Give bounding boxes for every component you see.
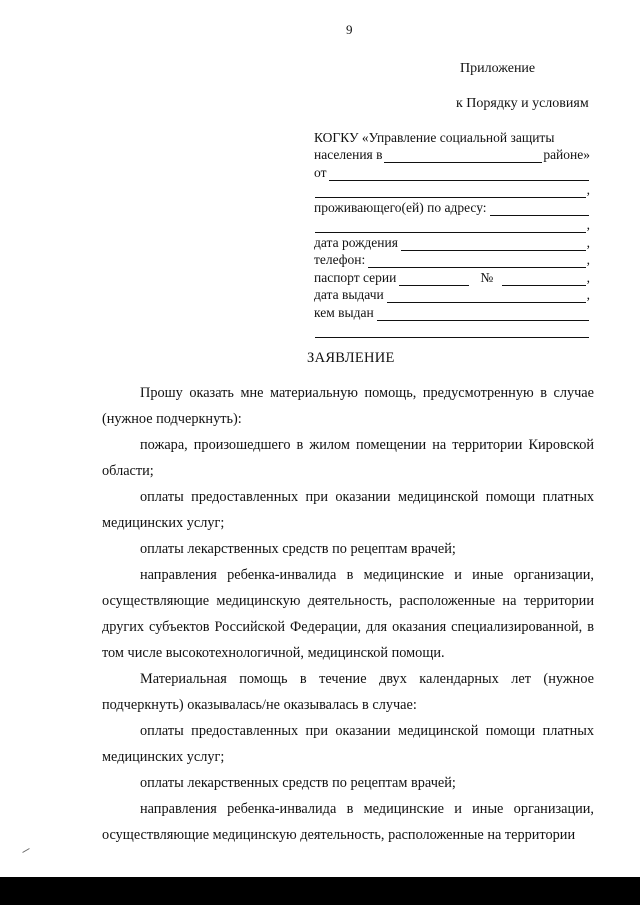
- address-field[interactable]: [490, 203, 589, 216]
- application-body: [102, 380, 594, 848]
- birth-row: [314, 233, 590, 251]
- address-field-2[interactable]: [315, 220, 586, 233]
- from-row-2: [314, 181, 590, 199]
- appendix-reference: к Порядку и условиям: [456, 96, 589, 111]
- paragraph: пожара, произошедшего в жилом помещении на территории Кировской области;: [102, 437, 594, 479]
- paragraph: Материальная помощь в течение двух календарных лет (нужное подчеркнуть) оказывалась/не оказывалась в случае:: [102, 671, 594, 713]
- address-row-2: [314, 216, 590, 234]
- addressee-line-2: [314, 146, 590, 164]
- paragraph: оплаты лекарственных средств по рецептам врачей;: [140, 775, 456, 791]
- addressee-prefix: населения в: [314, 147, 383, 162]
- document-title: ЗАЯВЛЕНИЕ: [307, 350, 395, 366]
- issued-by-row: [314, 303, 590, 321]
- addressee-org: КОГКУ «Управление социальной защиты: [314, 129, 555, 145]
- paragraph: направления ребенка-инвалида в медицинские и иные организации, осуществляющие медицинскую деятельность, расположенные на территории: [102, 801, 594, 843]
- comma: ,: [586, 234, 590, 250]
- issued-by-field[interactable]: [377, 308, 589, 321]
- birth-label: дата рождения: [314, 234, 398, 250]
- applicant-form: [314, 128, 590, 338]
- from-name-field-2[interactable]: [315, 185, 586, 198]
- addressee-suffix: районе»: [543, 147, 590, 162]
- comma: ,: [586, 269, 590, 285]
- paragraph: Прошу оказать мне материальную помощь, предусмотренную в случае (нужное подчеркнуть):: [102, 385, 594, 427]
- issue-date-label: дата выдачи: [314, 287, 384, 302]
- from-row: [314, 163, 590, 181]
- address-label: проживающего(ей) по адресу:: [314, 199, 487, 215]
- phone-field[interactable]: [368, 255, 585, 268]
- phone-row: [314, 251, 590, 269]
- issue-date-field[interactable]: [387, 290, 586, 303]
- scan-border-bar: [0, 877, 640, 905]
- comma: ,: [586, 287, 590, 302]
- comma: ,: [586, 252, 590, 267]
- comma: ,: [586, 217, 590, 232]
- issued-by-field-2[interactable]: [315, 325, 589, 338]
- phone-label: телефон:: [314, 252, 366, 267]
- issue-date-row: [314, 286, 590, 304]
- from-label: от: [314, 164, 327, 180]
- passport-number-label: №: [480, 269, 494, 285]
- district-field[interactable]: [384, 150, 543, 163]
- address-row: [314, 198, 590, 216]
- issued-by-label: кем выдан: [314, 304, 374, 320]
- passport-series-label: паспорт серии: [314, 269, 397, 285]
- scan-mark: [22, 848, 29, 853]
- addressee-line-1: [314, 128, 590, 146]
- paragraph: направления ребенка-инвалида в медицинские и иные организации, осуществляющие медицинскую деятельность, расположенные на территории других субъектов Российской Федерации, для оказания специализированной, в том числе высокотехнологичной, медицинской помощи.: [102, 567, 594, 661]
- appendix-label: Приложение: [460, 61, 536, 76]
- paragraph: оплаты предоставленных при оказании медицинской помощи платных медицинских услуг;: [102, 489, 594, 531]
- comma: ,: [586, 182, 590, 197]
- page-number: 9: [346, 22, 353, 37]
- issued-by-row-2: [314, 321, 590, 339]
- passport-row: [314, 268, 590, 286]
- birth-date-field[interactable]: [401, 238, 586, 251]
- passport-number-field[interactable]: [502, 273, 585, 286]
- from-name-field[interactable]: [329, 168, 589, 181]
- paragraph: оплаты лекарственных средств по рецептам врачей;: [140, 541, 456, 557]
- passport-series-field[interactable]: [399, 273, 469, 286]
- paragraph: оплаты предоставленных при оказании медицинской помощи платных медицинских услуг;: [102, 723, 594, 765]
